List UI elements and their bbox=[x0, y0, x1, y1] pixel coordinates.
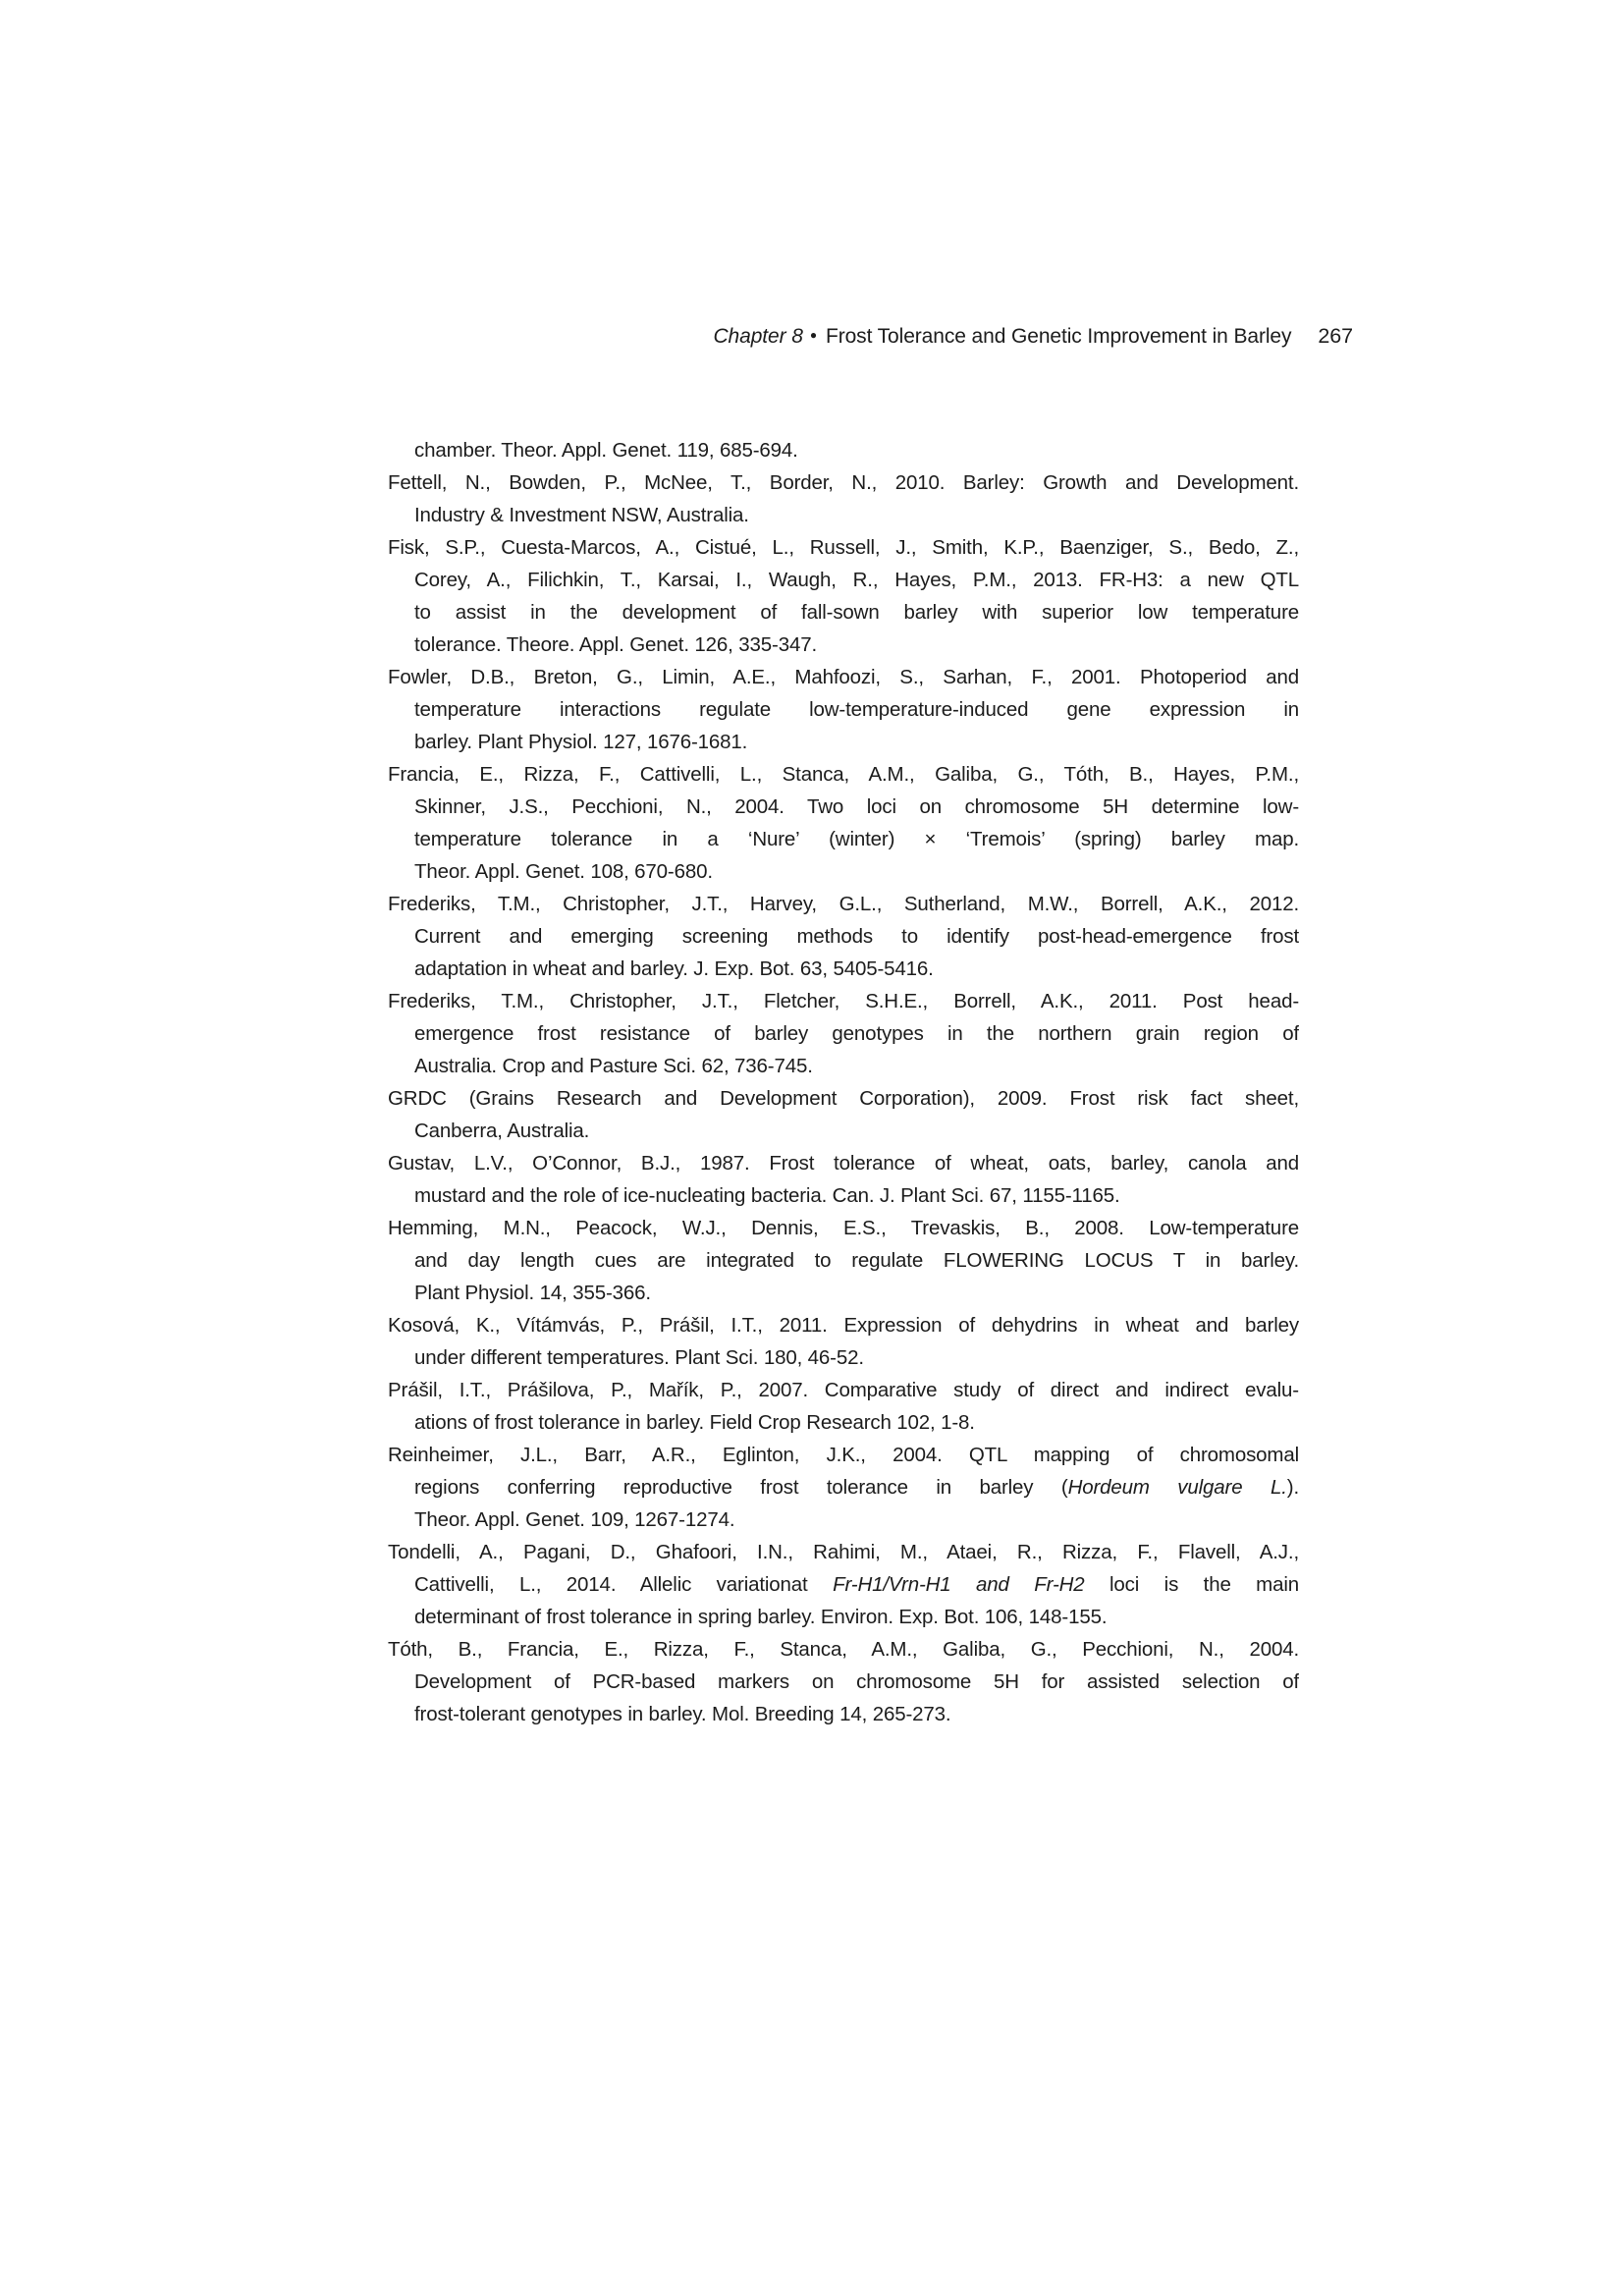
reference-line: under different temperatures. Plant Sci. 180, 46-52. bbox=[414, 1346, 864, 1369]
reference-entry bbox=[388, 985, 1299, 1082]
reference-line: and day length cues are integrated to regulate FLOWERING LOCUS T in barley. bbox=[414, 1249, 1299, 1272]
reference-line: Kosová, K., Vítámvás, P., Prášil, I.T., 2011. Expression of dehydrins in wheat and barley bbox=[388, 1314, 1299, 1337]
reference-line: to assist in the development of fall-sown barley with superior low temperature bbox=[414, 601, 1299, 624]
reference-line: Tóth, B., Francia, E., Rizza, F., Stanca, A.M., Galiba, G., Pecchioni, N., 2004. bbox=[388, 1638, 1299, 1661]
running-title: Frost Tolerance and Genetic Improvement in Barley bbox=[825, 325, 1292, 348]
reference-entry bbox=[388, 1212, 1299, 1309]
reference-entry bbox=[388, 1374, 1299, 1439]
references-list bbox=[388, 434, 1299, 1730]
reference-line: frost-tolerant genotypes in barley. Mol. Breeding 14, 265-273. bbox=[414, 1703, 951, 1725]
reference-line: Skinner, J.S., Pecchioni, N., 2004. Two loci on chromosome 5H determine low- bbox=[414, 795, 1299, 818]
reference-line: mustard and the role of ice-nucleating bacteria. Can. J. Plant Sci. 67, 1155-1165. bbox=[414, 1184, 1120, 1207]
reference-line: emergence frost resistance of barley genotypes in the northern grain region of bbox=[414, 1022, 1299, 1045]
reference-line: Theor. Appl. Genet. 109, 1267-1274. bbox=[414, 1508, 735, 1531]
page-header bbox=[388, 324, 1353, 349]
reference-line: adaptation in wheat and barley. J. Exp. Bot. 63, 5405-5416. bbox=[414, 957, 934, 980]
reference-entry bbox=[388, 1439, 1299, 1536]
reference-line: Reinheimer, J.L., Barr, A.R., Eglinton, J.K., 2004. QTL mapping of chromosomal bbox=[388, 1444, 1299, 1466]
reference-entry bbox=[388, 1633, 1299, 1730]
reference-line: Cattivelli, L., 2014. Allelic variationat Fr-H1/Vrn-H1 and Fr-H2 loci is the main bbox=[414, 1573, 1299, 1596]
reference-line: Theor. Appl. Genet. 108, 670-680. bbox=[414, 860, 713, 883]
reference-line: barley. Plant Physiol. 127, 1676-1681. bbox=[414, 731, 748, 753]
reference-line: Francia, E., Rizza, F., Cattivelli, L., Stanca, A.M., Galiba, G., Tóth, B., Hayes, P.M., bbox=[388, 763, 1299, 786]
reference-line: Frederiks, T.M., Christopher, J.T., Harvey, G.L., Sutherland, M.W., Borrell, A.K., 2012. bbox=[388, 893, 1299, 915]
reference-entry bbox=[388, 888, 1299, 985]
reference-entry bbox=[388, 1309, 1299, 1374]
reference-line: temperature interactions regulate low-temperature-induced gene expression in bbox=[414, 698, 1299, 721]
reference-line: Corey, A., Filichkin, T., Karsai, I., Waugh, R., Hayes, P.M., 2013. FR-H3: a new QTL bbox=[414, 569, 1299, 591]
reference-entry bbox=[388, 434, 1299, 466]
reference-line: Prášil, I.T., Prášilova, P., Mařík, P., 2007. Comparative study of direct and indirect evalu- bbox=[388, 1379, 1299, 1401]
reference-line: Frederiks, T.M., Christopher, J.T., Fletcher, S.H.E., Borrell, A.K., 2011. Post head- bbox=[388, 990, 1299, 1012]
reference-entry bbox=[388, 758, 1299, 888]
reference-entry bbox=[388, 531, 1299, 661]
reference-entry bbox=[388, 1147, 1299, 1212]
reference-line: Development of PCR-based markers on chromosome 5H for assisted selection of bbox=[414, 1670, 1299, 1693]
reference-line: Fowler, D.B., Breton, G., Limin, A.E., Mahfoozi, S., Sarhan, F., 2001. Photoperiod and bbox=[388, 666, 1299, 688]
reference-line: Plant Physiol. 14, 355-366. bbox=[414, 1282, 651, 1304]
reference-line: Tondelli, A., Pagani, D., Ghafoori, I.N., Rahimi, M., Ataei, R., Rizza, F., Flavell, A.J., bbox=[388, 1541, 1299, 1563]
reference-entry bbox=[388, 1536, 1299, 1633]
reference-line: Fettell, N., Bowden, P., McNee, T., Border, N., 2010. Barley: Growth and Development. bbox=[388, 471, 1299, 494]
reference-line: temperature tolerance in a ‘Nure’ (winter) × ‘Tremois’ (spring) barley map. bbox=[414, 828, 1299, 850]
reference-line: determinant of frost tolerance in spring barley. Environ. Exp. Bot. 106, 148-155. bbox=[414, 1606, 1108, 1628]
bullet-separator-icon: ● bbox=[809, 328, 817, 342]
reference-line: Industry & Investment NSW, Australia. bbox=[414, 504, 749, 526]
reference-line: Gustav, L.V., O’Connor, B.J., 1987. Frost tolerance of wheat, oats, barley, canola and bbox=[388, 1152, 1299, 1175]
reference-entry bbox=[388, 661, 1299, 758]
reference-line: Fisk, S.P., Cuesta-Marcos, A., Cistué, L., Russell, J., Smith, K.P., Baenziger, S., Bedo, Z., bbox=[388, 536, 1299, 559]
reference-entry bbox=[388, 466, 1299, 531]
reference-line: GRDC (Grains Research and Development Corporation), 2009. Frost risk fact sheet, bbox=[388, 1087, 1299, 1110]
page-number: 267 bbox=[1318, 324, 1353, 348]
reference-line: regions conferring reproductive frost tolerance in barley (Hordeum vulgare L.). bbox=[414, 1476, 1299, 1499]
reference-line: Australia. Crop and Pasture Sci. 62, 736-745. bbox=[414, 1055, 813, 1077]
reference-entry bbox=[388, 1082, 1299, 1147]
reference-line: Hemming, M.N., Peacock, W.J., Dennis, E.S., Trevaskis, B., 2008. Low-temperature bbox=[388, 1217, 1299, 1239]
reference-line: ations of frost tolerance in barley. Field Crop Research 102, 1-8. bbox=[414, 1411, 975, 1434]
reference-line: tolerance. Theore. Appl. Genet. 126, 335-347. bbox=[414, 633, 817, 656]
reference-line: Current and emerging screening methods to identify post-head-emergence frost bbox=[414, 925, 1299, 948]
chapter-label: Chapter 8 bbox=[713, 325, 803, 348]
reference-line: chamber. Theor. Appl. Genet. 119, 685-694. bbox=[414, 439, 798, 462]
reference-line: Canberra, Australia. bbox=[414, 1120, 590, 1142]
